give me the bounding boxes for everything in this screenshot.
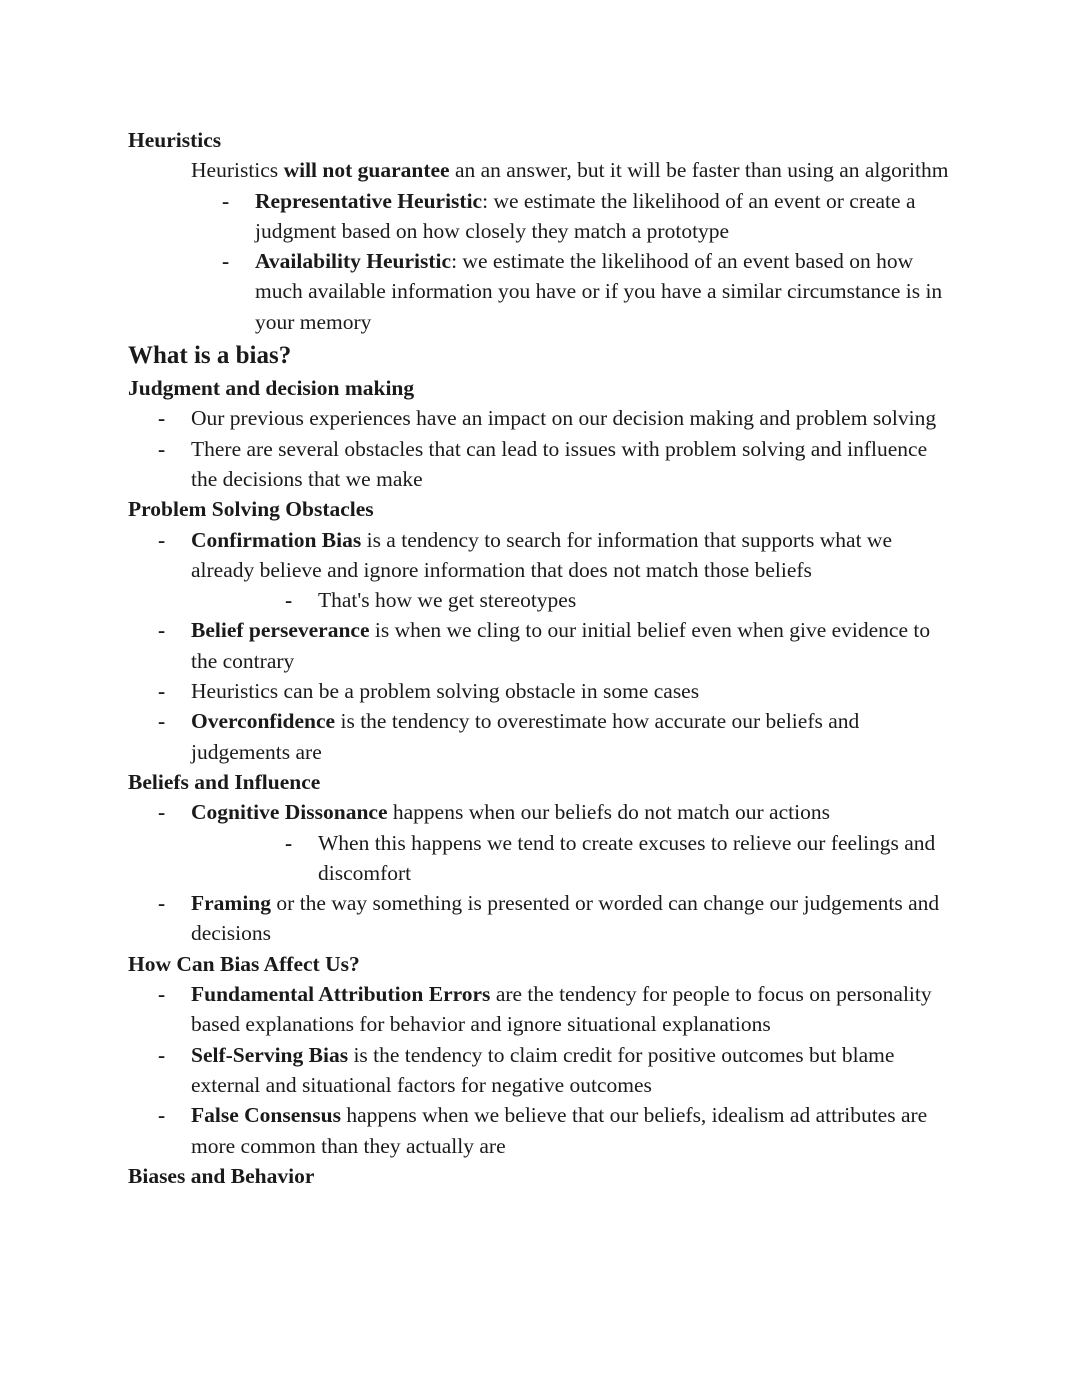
list-item bbox=[128, 525, 958, 616]
definition: happens when we believe that our beliefs, idealism ad attributes are more common than they actually are bbox=[191, 1103, 928, 1158]
judgment-list bbox=[128, 403, 958, 494]
list-item bbox=[128, 186, 958, 247]
heuristics-intro-post: an an answer, but it will be faster than using an algorithm bbox=[449, 158, 949, 183]
list-item: - There are several obstacles that can lead to issues with problem solving and influence the decisions that we make bbox=[128, 434, 958, 495]
list-item bbox=[128, 888, 958, 949]
list-item bbox=[128, 246, 958, 337]
list-item bbox=[128, 1040, 958, 1101]
term: Cognitive Dissonance bbox=[191, 800, 388, 825]
sub-list-item: - That's how we get stereotypes bbox=[191, 585, 958, 615]
heading-beliefs-and-influence: Beliefs and Influence bbox=[128, 769, 321, 794]
list-item bbox=[128, 1100, 958, 1161]
definition: is when we cling to our initial belief even when give evidence to the contrary bbox=[191, 618, 931, 673]
term: Self-Serving Bias bbox=[191, 1042, 349, 1067]
definition: are the tendency for people to focus on personality based explanations for behavior and ignore situational explanations bbox=[191, 982, 932, 1037]
term: Confirmation Bias bbox=[191, 527, 362, 552]
term: Availability Heuristic bbox=[255, 249, 452, 274]
beliefs-list bbox=[128, 797, 958, 948]
heading-problem-solving-obstacles: Problem Solving Obstacles bbox=[128, 497, 374, 522]
document-body bbox=[128, 125, 958, 1191]
definition: happens when our beliefs do not match our actions bbox=[387, 800, 830, 825]
term: False Consensus bbox=[191, 1103, 341, 1128]
definition: or the way something is presented or worded can change our judgements and decisions bbox=[191, 891, 940, 946]
definition: is a tendency to search for information that supports what we already believe and ignore information that does not match those beliefs bbox=[191, 527, 892, 582]
heading-what-is-a-bias: What is a bias? bbox=[128, 342, 292, 370]
term: Framing bbox=[191, 891, 272, 916]
list-item bbox=[128, 706, 958, 767]
sub-list-item: - When this happens we tend to create excuses to relieve our feelings and discomfort bbox=[191, 828, 958, 889]
heading-biases-and-behavior: Biases and Behavior bbox=[128, 1163, 315, 1188]
heuristics-intro-pre: Heuristics bbox=[191, 158, 284, 183]
sub-list bbox=[191, 828, 958, 889]
definition: is the tendency to claim credit for positive outcomes but blame external and situational factors for negative outcomes bbox=[191, 1042, 895, 1097]
obstacles-list bbox=[128, 525, 958, 767]
term: Belief perseverance bbox=[191, 618, 370, 643]
heading-heuristics: Heuristics bbox=[128, 128, 222, 152]
definition: : we estimate the likelihood of an event or create a judgment based on how closely they match a prototype bbox=[255, 188, 916, 243]
heuristics-intro-bold: will not guarantee bbox=[283, 158, 450, 183]
sub-list bbox=[191, 585, 958, 615]
heading-how-can-bias-affect-us: How Can Bias Affect Us? bbox=[128, 951, 360, 976]
heuristics-list bbox=[128, 186, 958, 337]
list-item bbox=[128, 797, 958, 888]
definition: is the tendency to overestimate how accurate our beliefs and judgements are bbox=[191, 709, 860, 764]
term: Representative Heuristic bbox=[255, 188, 483, 213]
list-item bbox=[128, 676, 958, 706]
definition: : we estimate the likelihood of an event based on how much available information you have or if you have a similar circumstance is in your memory bbox=[255, 249, 943, 334]
list-item bbox=[128, 979, 958, 1040]
term: Overconfidence bbox=[191, 709, 336, 734]
term: Fundamental Attribution Errors bbox=[191, 982, 491, 1007]
list-item bbox=[128, 615, 958, 676]
affect-list bbox=[128, 979, 958, 1161]
definition: Heuristics can be a problem solving obstacle in some cases bbox=[191, 679, 700, 704]
heuristics-intro bbox=[128, 155, 958, 185]
list-item: - Our previous experiences have an impact on our decision making and problem solving bbox=[128, 403, 958, 433]
heading-judgment: Judgment and decision making bbox=[128, 376, 415, 401]
